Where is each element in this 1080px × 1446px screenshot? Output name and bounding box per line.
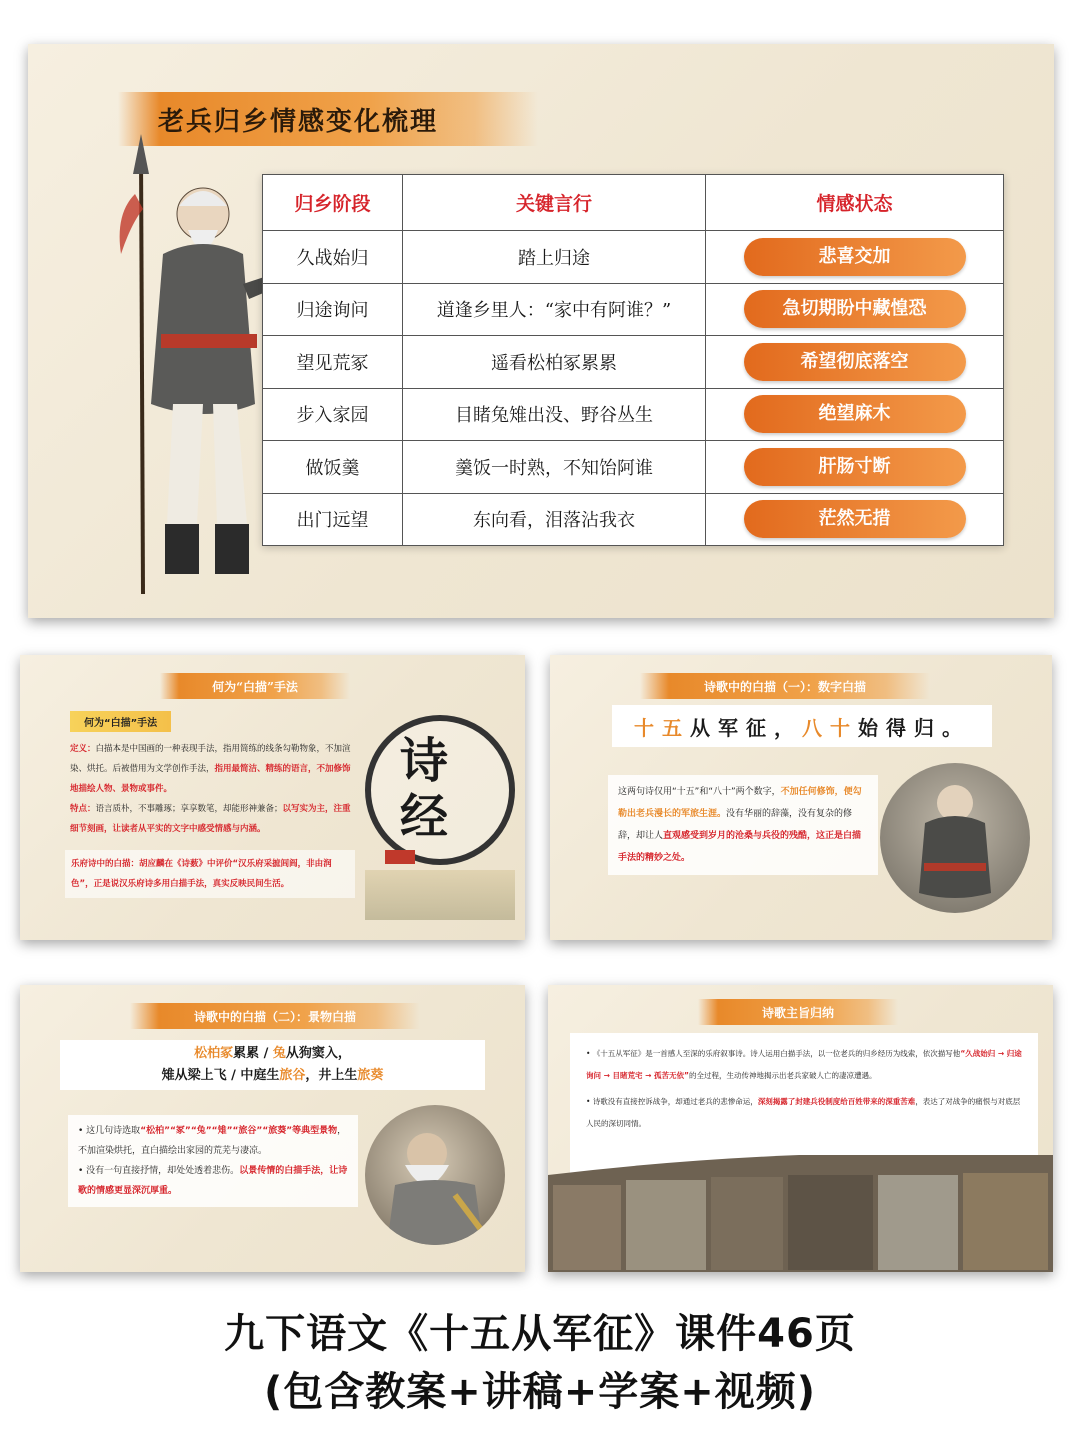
landscape-image — [365, 870, 515, 920]
emotion-pill: 茫然无措 — [744, 500, 966, 538]
definition-text: 定义：白描本是中国画的一种表现手法，指用简练的线条勾勒物象，不加渲染、烘托。后被借用为文学创作手法，指用最简洁、精练的语言，不加修饰地描绘人物、景物或事件。 — [70, 744, 351, 794]
slide-baimiao-definition[interactable] — [20, 655, 525, 940]
table-row — [263, 493, 1004, 546]
emotion-cell — [706, 283, 1004, 336]
emotion-cell — [706, 231, 1004, 284]
stage-cell: 归途询问 — [263, 283, 403, 336]
table-row — [263, 441, 1004, 494]
seal-character: 诗 经 — [400, 733, 449, 845]
table-row — [263, 231, 1004, 284]
scene-analysis-text: • 这几句诗选取“松柏”“冢”“兔”“雉”“旅谷”“旅葵”等典型景物，不加渲染烘托，直白描绘出家园的荒芜与凄凉。 • 没有一句直接抒情，却处处透着悲伤。以景传情的白描手法，让诗歌的情感更显深沉厚重。 — [68, 1115, 358, 1207]
action-cell: 羹饭一时熟，不知饴阿谁 — [403, 441, 706, 494]
slide-title: 何为“白描”手法 — [160, 673, 350, 699]
table-row — [263, 283, 1004, 336]
soldier-portrait — [880, 763, 1030, 913]
stage-cell: 出门远望 — [263, 493, 403, 546]
emotion-pill: 希望彻底落空 — [744, 343, 966, 381]
emotion-pill: 急切期盼中藏惶恐 — [744, 290, 966, 328]
action-cell: 道逢乡里人：“家中有阿谁？” — [403, 283, 706, 336]
header-stage: 归乡阶段 — [263, 175, 403, 231]
subtitle-badge: 何为“白描”手法 — [70, 711, 171, 732]
yuefu-text: 乐府诗中的白描：胡应麟在《诗薮》中评价“汉乐府采摭闾阎，非由润色”，正是说汉乐府诗多用白描手法，真实反映民间生活。 — [65, 850, 355, 898]
stage-cell: 做饭羹 — [263, 441, 403, 494]
footer-title-line1: 九下语文《十五从军征》课件46页 — [224, 1311, 856, 1357]
footer-title-line2: (包含教案+讲稿+学案+视频) — [263, 1369, 817, 1415]
emotion-cell — [706, 336, 1004, 389]
slide-scene-baimiao[interactable] — [20, 985, 525, 1272]
header-emotion: 情感状态 — [706, 175, 1004, 231]
emotion-cell — [706, 441, 1004, 494]
red-seal-stamp — [385, 850, 415, 864]
header-action: 关键言行 — [403, 175, 706, 231]
table-row — [263, 388, 1004, 441]
table-row — [263, 336, 1004, 389]
slide-emotion-table[interactable] — [28, 44, 1054, 618]
action-cell: 踏上归途 — [403, 231, 706, 284]
film-strip-images — [548, 1155, 1053, 1272]
action-cell: 东向看，泪落沾我衣 — [403, 493, 706, 546]
stage-cell: 步入家园 — [263, 388, 403, 441]
summary-text: • 《十五从军征》是一首感人至深的乐府叙事诗。诗人运用白描手法，以一位老兵的归乡经历为线索，依次描写他“久战始归 → 归途询问 → 目睹荒宅 → 孤苦无依”的全过程，生动传神地揭示出老兵家破人亡的凄凉遭遇。 • 诗歌没有直接控诉战争，却通过老兵的悲惨命运，深刻揭露了封建兵役制度给百姓带来的深重苦难，表达了对战争的痛恨与对底层人民的深切同情。 — [586, 1049, 1022, 1128]
elder-portrait — [365, 1105, 505, 1245]
emotion-pill: 绝望麻木 — [744, 395, 966, 433]
features-text: 特点：语言质朴，不事雕琢；享享数笔，却能形神兼备；以写实为主，注重细节刻画，让读者从平实的文字中感受情感与内涵。 — [70, 804, 351, 834]
emotion-pill: 悲喜交加 — [744, 238, 966, 276]
analysis-text: 这两句诗仅用“十五”和“八十”两个数字，不加任何修饰，便勾勒出老兵漫长的军旅生涯。没有华丽的辞藻，没有复杂的修辞，却让人直观感受到岁月的沧桑与兵役的残酷，这正是白描手法的精妙之处。 — [608, 775, 878, 875]
stage-cell: 久战始归 — [263, 231, 403, 284]
emotion-table — [262, 174, 1004, 546]
slide-title: 老兵归乡情感变化梳理 — [118, 92, 538, 146]
emotion-cell — [706, 493, 1004, 546]
slide-title: 诗歌主旨归纳 — [698, 999, 898, 1025]
action-cell: 遥看松柏冢累累 — [403, 336, 706, 389]
slide-title: 诗歌中的白描（一）：数字白描 — [640, 673, 930, 699]
stage-cell: 望见荒冢 — [263, 336, 403, 389]
emotion-pill: 肝肠寸断 — [744, 448, 966, 486]
slide-title: 诗歌中的白描（二）：景物白描 — [130, 1003, 420, 1029]
slide-theme-summary[interactable] — [548, 985, 1053, 1272]
action-cell: 目睹兔雉出没、野谷丛生 — [403, 388, 706, 441]
emotion-cell — [706, 388, 1004, 441]
verse-banner: 十五 从军征， 八十 始得归。 — [612, 705, 992, 747]
verse-box: 松柏冢累累 / 兔从狗窦入， 雉从梁上飞 / 中庭生旅谷，井上生旅葵 — [60, 1040, 485, 1090]
slide-number-baimiao[interactable] — [550, 655, 1052, 940]
